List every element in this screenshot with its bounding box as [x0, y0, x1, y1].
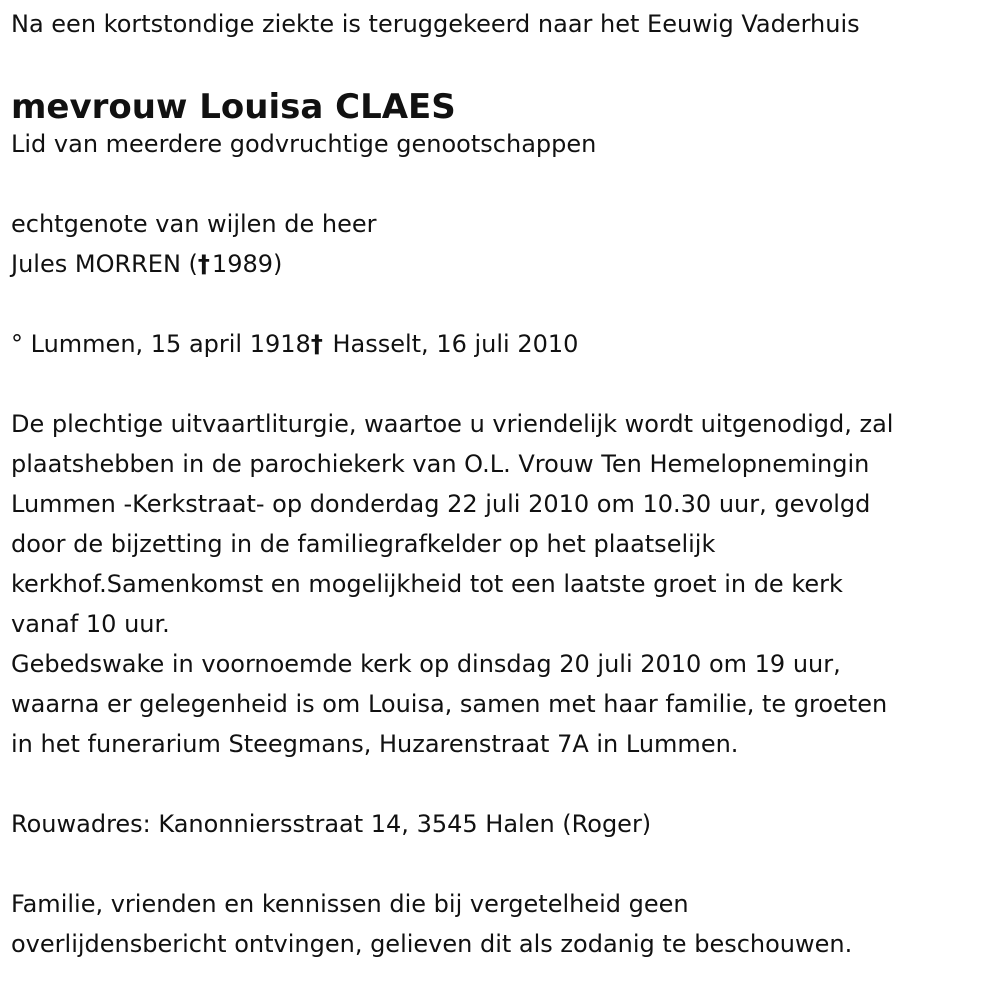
- mourning-address: Rouwadres: Kanonniersstraat 14, 3545 Halen (Roger): [11, 810, 652, 838]
- spouse-death-year: 1989): [211, 250, 283, 278]
- funeral-line: door de bijzetting in de familiegrafkelder op het plaatselijk: [11, 530, 716, 558]
- address-block: [11, 804, 996, 844]
- closing-block: [11, 884, 996, 964]
- cross-icon: †: [197, 250, 210, 278]
- spouse-block: [11, 204, 996, 284]
- cross-icon: †: [310, 330, 323, 358]
- funeral-line: Lummen -Kerkstraat- op donderdag 22 juli 2010 om 10.30 uur, gevolgd: [11, 490, 871, 518]
- funeral-line: plaatshebben in de parochiekerk van O.L. Vrouw Ten Hemelopnemingin: [11, 450, 870, 478]
- funeral-line: vanaf 10 uur.: [11, 610, 170, 638]
- obituary-notice: [11, 0, 996, 964]
- wake-line: in het funerarium Steegmans, Huzarenstraat 7A in Lummen.: [11, 730, 739, 758]
- closing-line: overlijdensbericht ontvingen, gelieven dit als zodanig te beschouwen.: [11, 930, 853, 958]
- wake-line: waarna er gelegenheid is om Louisa, samen met haar familie, te groeten: [11, 690, 888, 718]
- intro-text: Na een kortstondige ziekte is teruggekeerd naar het Eeuwig Vaderhuis: [11, 10, 860, 38]
- spouse-line: [11, 244, 996, 284]
- dates-block: [11, 324, 996, 364]
- funeral-line: De plechtige uitvaartliturgie, waartoe u vriendelijk wordt uitgenodigd, zal: [11, 410, 894, 438]
- spouse-name: Jules MORREN (: [11, 250, 198, 278]
- spouse-intro: echtgenote van wijlen de heer: [11, 210, 377, 238]
- birth-info: ° Lummen, 15 april 1918: [11, 330, 311, 358]
- dates-line: [11, 324, 996, 364]
- funeral-line: kerkhof.Samenkomst en mogelijkheid tot een laatste groet in de kerk: [11, 570, 843, 598]
- deceased-name: mevrouw Louisa CLAES: [11, 87, 456, 127]
- wake-line: Gebedswake in voornoemde kerk op dinsdag 20 juli 2010 om 19 uur,: [11, 650, 841, 678]
- closing-line: Familie, vrienden en kennissen die bij vergetelheid geen: [11, 890, 689, 918]
- deceased-description: Lid van meerdere godvruchtige genootschappen: [11, 130, 597, 158]
- death-info: Hasselt, 16 juli 2010: [332, 330, 579, 358]
- funeral-block: [11, 404, 996, 764]
